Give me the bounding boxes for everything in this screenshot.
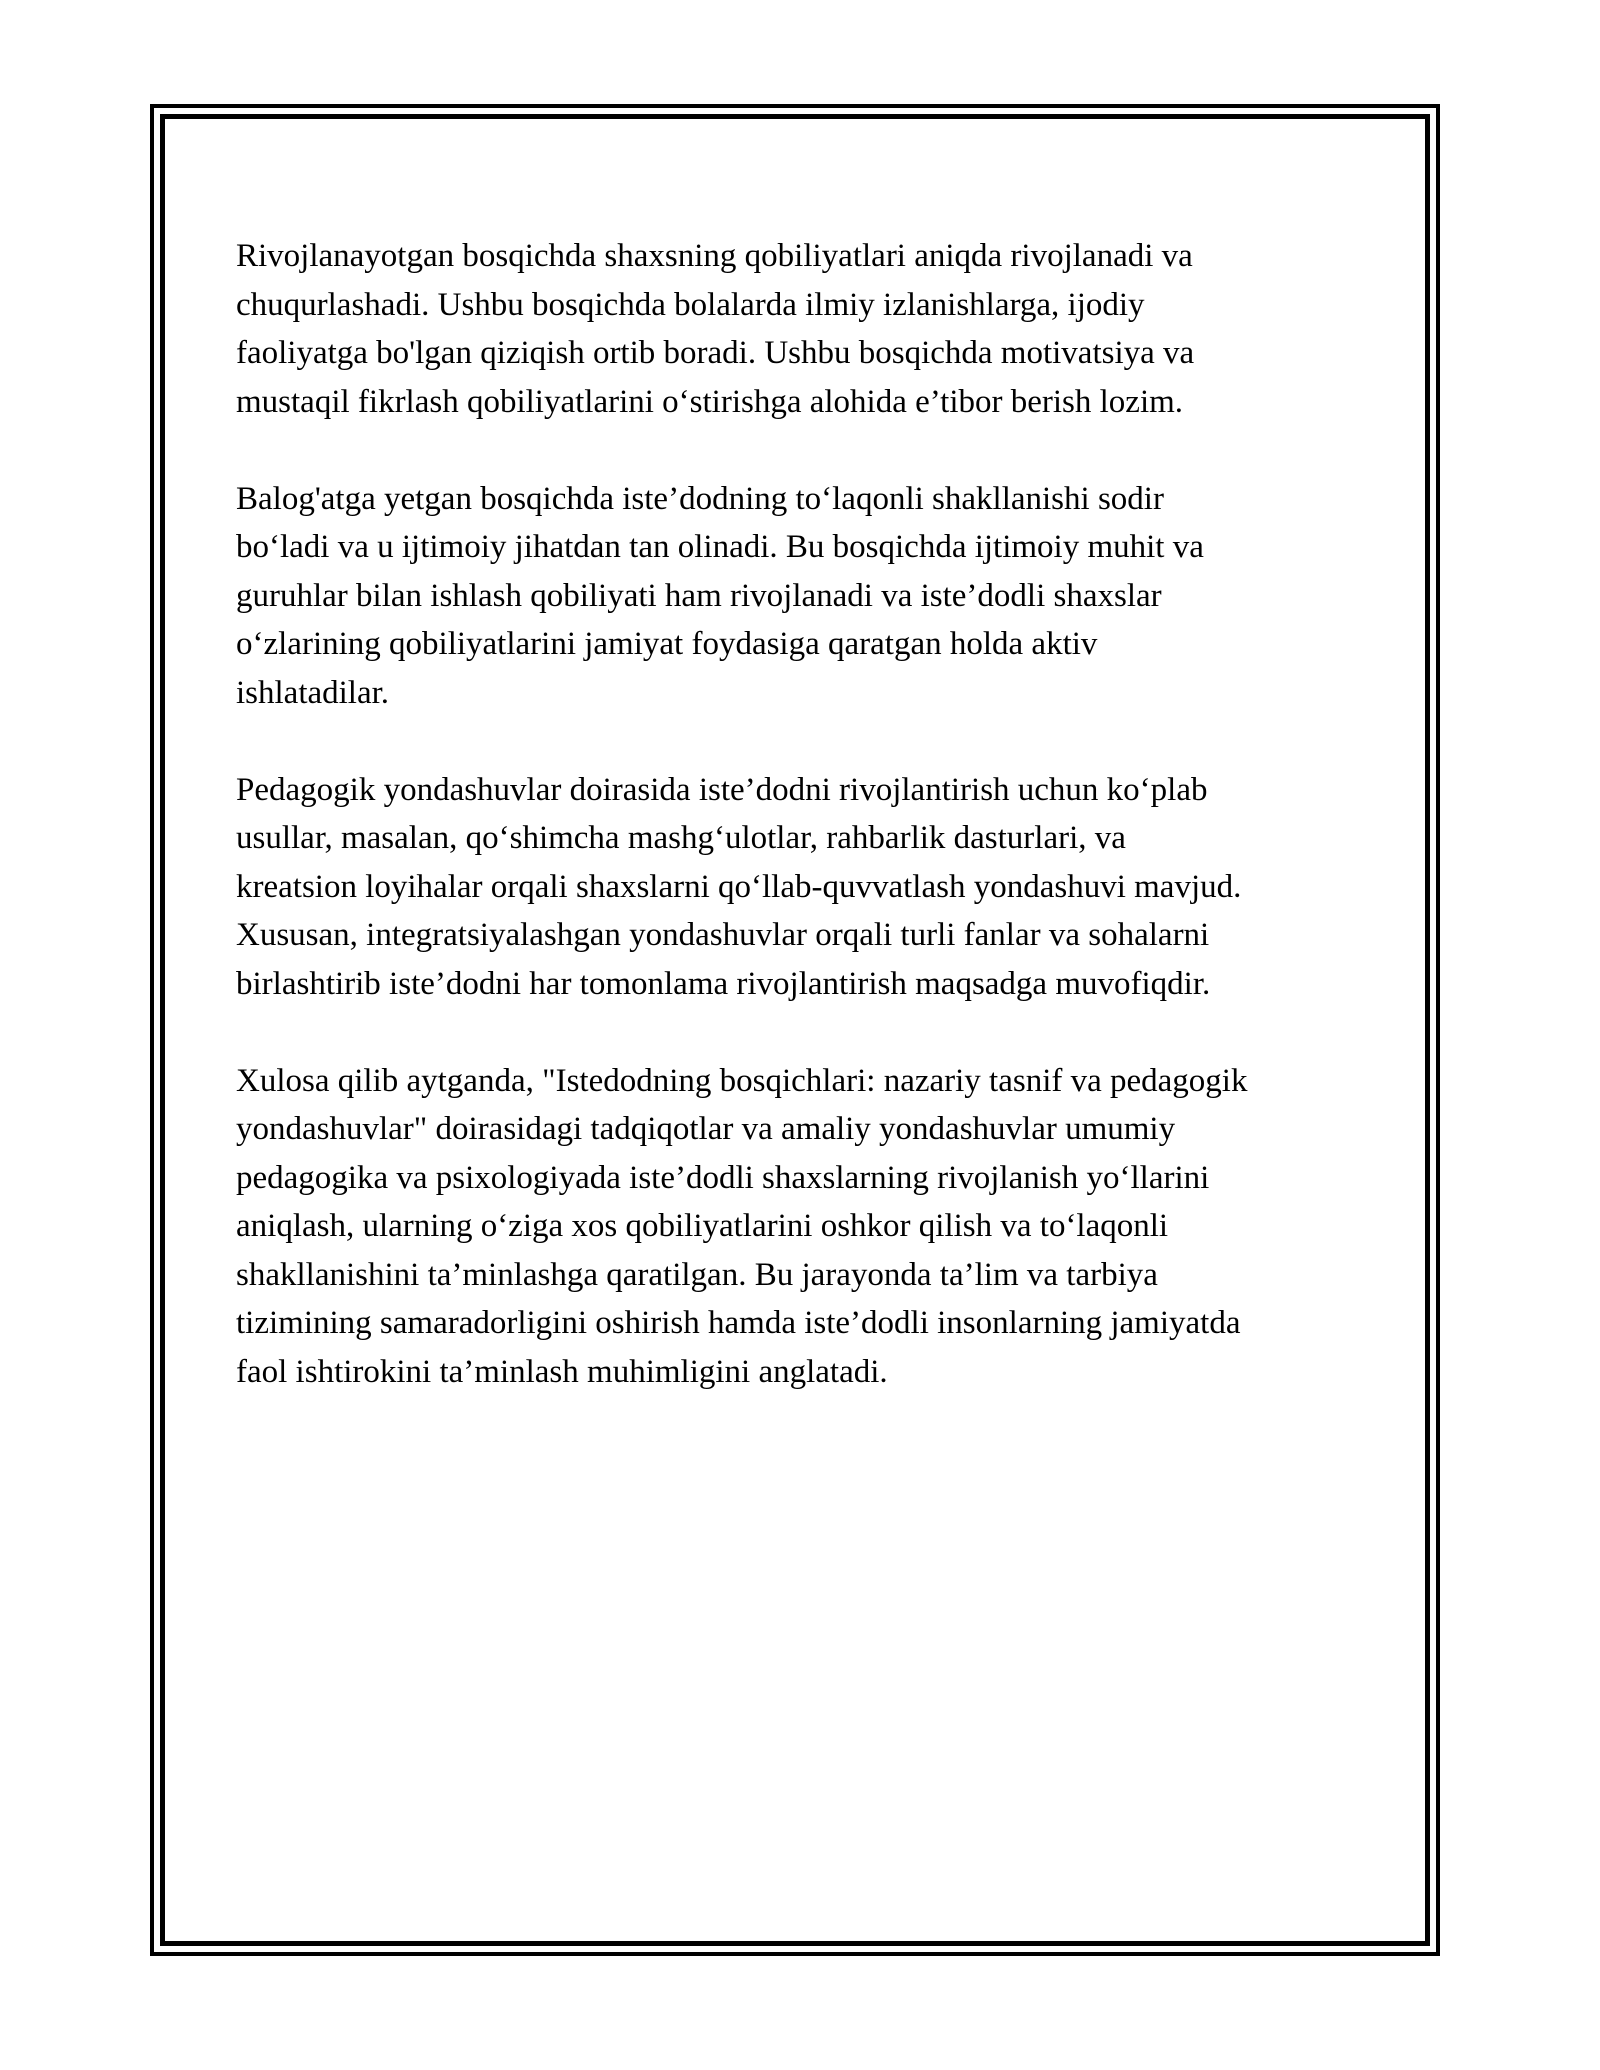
paragraph-2: Balog'atga yetgan bosqichda iste’dodning to‘laqonli shakllanishi sodir bo‘ladi va u ijtimoiy jihatdan tan olinadi. Bu bosqichda ijtimoiy muhit va guruhlar bilan ishlash qobiliyati ham rivojlanadi va iste’dodli shaxslar o‘zlarining qobiliyatlarini jamiyat foydasiga qaratgan holda aktiv ishlatadilar. [236, 480, 1204, 711]
paragraph-4: Xulosa qilib aytganda, "Istedodning bosqichlari: nazariy tasnif va pedagogik yondashuvlar" doirasidagi tadqiqotlar va amaliy yondashuvlar umumiy pedagogika va psixologiyada iste’dodli shaxslarning rivojlanish yo‘llarini aniqlash, ularning o‘ziga xos qobiliyatlarini oshkor qilish va to‘laqonli shakllanishini ta’minlashga qaratilgan. Bu jarayonda ta’lim va tarbiya tizimining samaradorligini oshirish hamda iste’dodli insonlarning jamiyatda faol ishtirokini ta’minlash muhimligini anglatadi. [236, 1062, 1248, 1390]
document-body [236, 232, 1366, 1445]
paragraph-3: Pedagogik yondashuvlar doirasida iste’dodni rivojlantirish uchun ko‘plab usullar, masalan, qo‘shimcha mashg‘ulotlar, rahbarlik dasturlari, va kreatsion loyihalar orqali shaxslarni qo‘llab-quvvatlash yondashuvi mavjud. Xususan, integratsiyalashgan yondashuvlar orqali turli fanlar va sohalarni birlashtirib iste’dodni har tomonlama rivojlantirish maqsadga muvofiqdir. [236, 771, 1242, 1002]
paragraph-1: Rivojlanayotgan bosqichda shaxsning qobiliyatlari aniqda rivojlanadi va chuqurlashadi. Ushbu bosqichda bolalarda ilmiy izlanishlarga, ijodiy faoliyatga bo'lgan qiziqish ortib boradi. Ushbu bosqichda motivatsiya va mustaqil fikrlash qobiliyatlarini o‘stirishga alohida e’tibor berish lozim. [236, 238, 1195, 420]
